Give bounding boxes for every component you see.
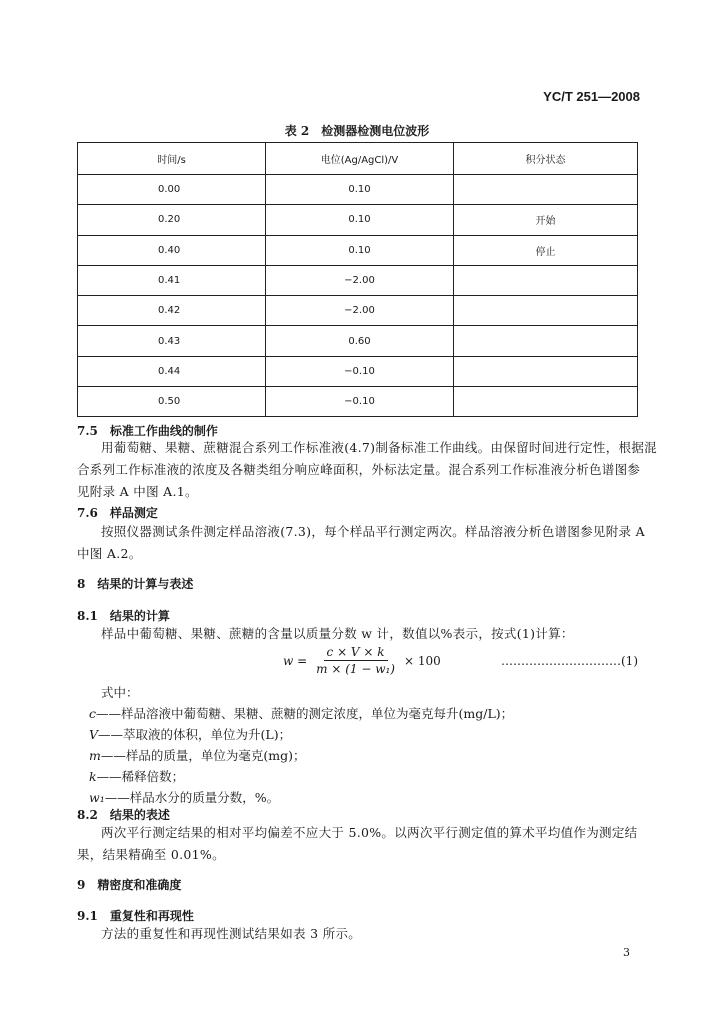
section-8-1-line: 样品中葡萄糖、果糖、蔗糖的含量以质量分数 w 计，数值以%表示，按式(1)计算： xyxy=(101,626,574,641)
table-row xyxy=(78,387,638,417)
definition-text: ——萃取液的体积，单位为升(L)； xyxy=(98,727,292,742)
formula-lhs: w = xyxy=(283,653,308,668)
definition-item xyxy=(89,746,305,764)
definition-item xyxy=(89,788,279,806)
section-9-heading: 9 精密度和准确度 xyxy=(77,878,182,892)
table-row xyxy=(78,235,638,265)
section-8-2-line-1: 两次平行测定结果的相对平均偏差不应大于 5.0%。以两次平行测定值的算术平均值作为测定结 xyxy=(101,825,638,840)
cell-potential: 0.10 xyxy=(266,175,454,205)
table-row xyxy=(78,326,638,356)
header-potential: 电位(Ag/AgCl)/V xyxy=(266,143,454,175)
section-7-6-line-2: 中图 A.2。 xyxy=(77,546,142,561)
cell-potential: 0.60 xyxy=(266,326,454,356)
definition-text: ——样品水分的质量分数，%。 xyxy=(104,790,280,805)
table-row xyxy=(78,356,638,386)
formula-denominator: m × (1 − w₁) xyxy=(316,662,395,676)
page-number: 3 xyxy=(623,946,630,959)
section-8-2-line-2: 果，结果精确至 0.01%。 xyxy=(77,847,225,862)
section-7-6-heading: 7.6 样品测定 xyxy=(77,506,158,520)
formula-1 xyxy=(283,645,441,676)
cell-potential: −2.00 xyxy=(266,296,454,326)
definition-symbol: m xyxy=(89,748,101,763)
section-8-heading: 8 结果的计算与表述 xyxy=(77,577,194,591)
cell-time: 0.43 xyxy=(78,326,266,356)
cell-state: 开始 xyxy=(454,205,638,235)
definition-symbol: V xyxy=(89,727,99,742)
definition-item xyxy=(89,704,513,722)
table-row xyxy=(78,296,638,326)
cell-state: 停止 xyxy=(454,235,638,265)
table-row xyxy=(78,205,638,235)
cell-time: 0.20 xyxy=(78,205,266,235)
formula-fraction xyxy=(313,645,398,676)
cell-state xyxy=(454,265,638,295)
definition-text: ——样品的质量，单位为毫克(mg)； xyxy=(100,748,306,763)
cell-state xyxy=(454,296,638,326)
table-row xyxy=(78,175,638,205)
table-header-row xyxy=(78,143,638,175)
where-label: 式中： xyxy=(101,685,139,700)
standard-number: YC/T 251—2008 xyxy=(543,89,640,104)
definition-symbol: k xyxy=(89,769,97,784)
cell-potential: 0.10 xyxy=(266,205,454,235)
cell-state xyxy=(454,175,638,205)
section-7-6-line-1: 按照仪器测试条件测定样品溶液(7.3)，每个样品平行测定两次。样品溶液分析色谱图参见附录 A xyxy=(101,524,645,539)
cell-potential: −0.10 xyxy=(266,387,454,417)
table-caption: 表 2 检测器检测电位波形 xyxy=(284,124,430,138)
cell-potential: 0.10 xyxy=(266,235,454,265)
cell-time: 0.41 xyxy=(78,265,266,295)
definition-text: ——样品溶液中葡萄糖、果糖、蔗糖的测定浓度，单位为毫克每升(mg/L)； xyxy=(96,706,514,721)
formula-numerator: c × V × k xyxy=(324,645,388,661)
section-7-5-line-2: 合系列工作标准液的浓度及各糖类组分响应峰面积，外标法定量。混合系列工作标准液分析色谱图参 xyxy=(77,462,641,477)
cell-state xyxy=(454,356,638,386)
section-9-1-heading: 9.1 重复性和再现性 xyxy=(77,909,194,923)
cell-state xyxy=(454,387,638,417)
section-7-5-line-1: 用葡萄糖、果糖、蔗糖混合系列工作标准液(4.7)制备标准工作曲线。由保留时间进行定性，根据混 xyxy=(101,440,657,455)
definition-item xyxy=(89,767,184,785)
table-row xyxy=(78,265,638,295)
cell-time: 0.42 xyxy=(78,296,266,326)
section-8-1-heading: 8.1 结果的计算 xyxy=(77,609,170,623)
header-time: 时间/s xyxy=(78,143,266,175)
definition-symbol: c xyxy=(89,706,97,721)
section-7-5-heading: 7.5 标准工作曲线的制作 xyxy=(77,424,218,438)
cell-potential: −2.00 xyxy=(266,265,454,295)
cell-time: 0.44 xyxy=(78,356,266,386)
section-9-1-line: 方法的重复性和再现性测试结果如表 3 所示。 xyxy=(101,926,362,941)
cell-time: 0.50 xyxy=(78,387,266,417)
formula-multiplier: × 100 xyxy=(403,653,441,668)
definition-item xyxy=(89,725,291,743)
cell-time: 0.00 xyxy=(78,175,266,205)
definition-symbol: w₁ xyxy=(89,790,105,805)
cell-potential: −0.10 xyxy=(266,356,454,386)
cell-time: 0.40 xyxy=(78,235,266,265)
definition-text: ——稀释倍数； xyxy=(96,769,185,784)
header-integration-state: 积分状态 xyxy=(454,143,638,175)
potential-waveform-table xyxy=(77,142,638,417)
cell-state xyxy=(454,326,638,356)
section-8-2-heading: 8.2 结果的表述 xyxy=(77,808,170,822)
formula-eq-number: …………………………(1) xyxy=(501,654,638,668)
section-7-5-line-3: 见附录 A 中图 A.1。 xyxy=(77,484,198,499)
